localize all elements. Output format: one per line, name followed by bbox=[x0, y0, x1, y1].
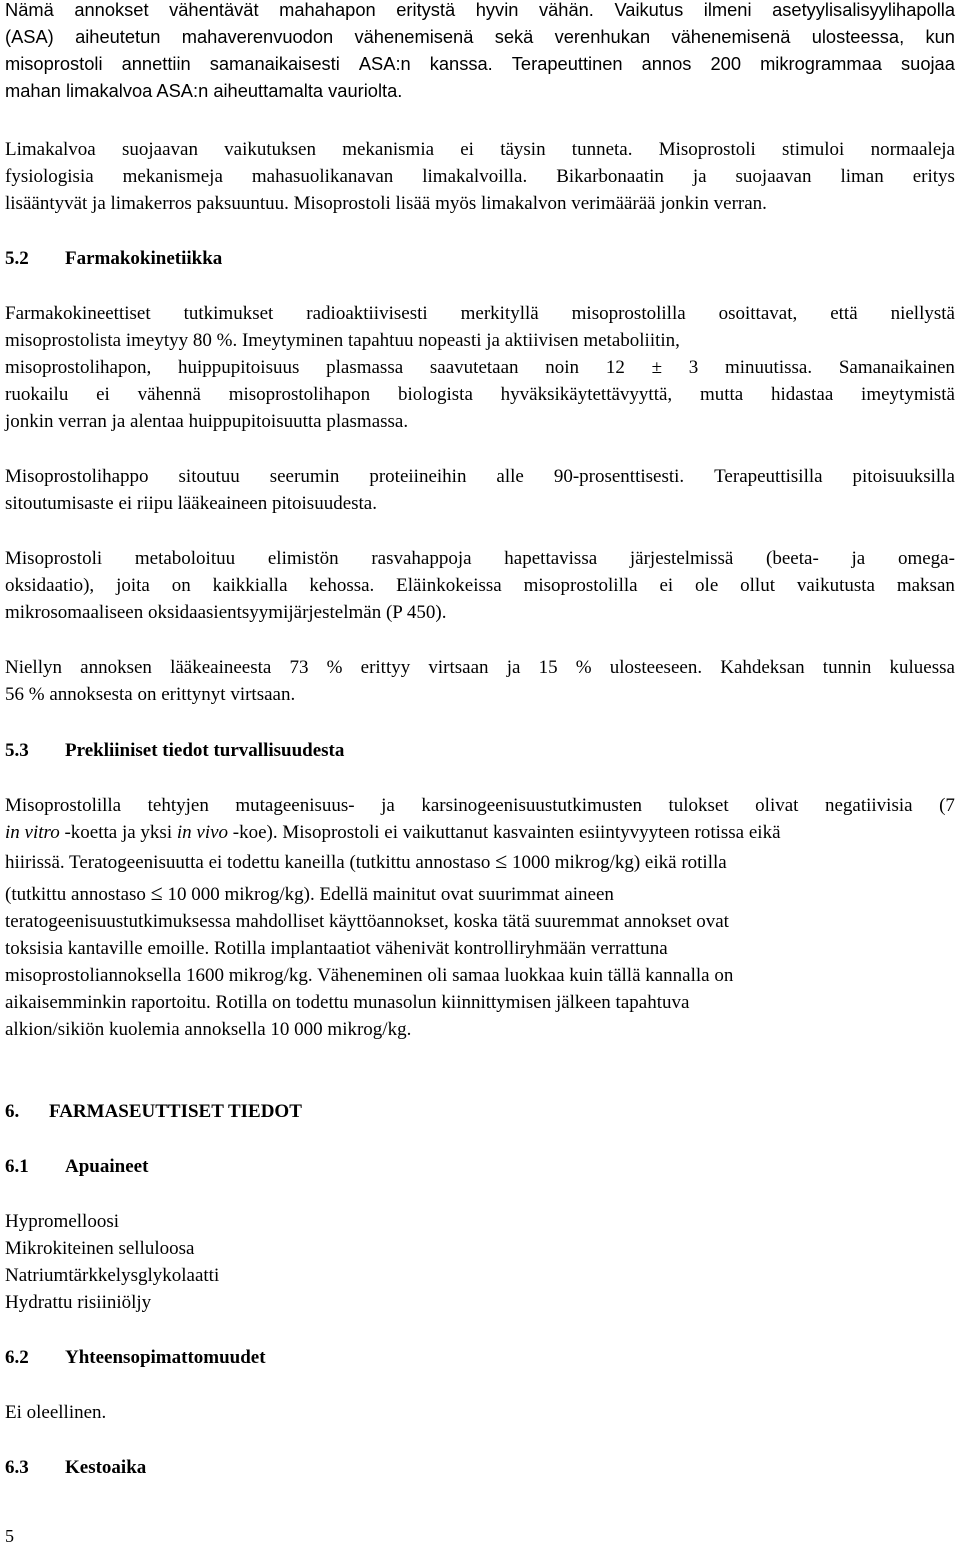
intro-line-2 bbox=[5, 23, 955, 50]
word: fysiologisia bbox=[5, 166, 94, 187]
word: joita bbox=[116, 575, 150, 596]
word: ei bbox=[96, 384, 110, 405]
pk-p4-line-2: 56 % annoksesta on erittynyt virtsaan. bbox=[5, 684, 296, 705]
word: rasvahappoja bbox=[371, 548, 472, 569]
word: mikrogrammaa bbox=[760, 53, 882, 74]
word: sekä bbox=[494, 26, 534, 47]
text-span: 1000 mikrog/kg) eikä rotilla bbox=[507, 852, 727, 873]
word: ulosteessa, bbox=[811, 26, 905, 47]
word: misoprostolihapon, bbox=[5, 357, 152, 378]
word: Bikarbonaatin bbox=[556, 166, 664, 187]
pk-p3-line-1 bbox=[5, 545, 955, 572]
word: ja bbox=[381, 795, 395, 816]
word: ole bbox=[695, 575, 719, 596]
preclinical-line-8: aikaisemminkin raportoitu. Rotilla on todettu munasolun kiinnittymisen jälkeen tapahtuva bbox=[5, 992, 690, 1013]
word: mahaverenvuodon bbox=[181, 26, 334, 47]
word: Eläinkokeissa bbox=[396, 575, 502, 596]
word: kuluessa bbox=[889, 657, 955, 678]
word: annettiin bbox=[121, 53, 191, 74]
intro-line-3 bbox=[5, 50, 955, 77]
word: aiheutetun bbox=[75, 26, 161, 47]
pk-p4-line-1 bbox=[5, 654, 955, 681]
word: annos bbox=[641, 53, 692, 74]
pk-p2-line-1 bbox=[5, 463, 955, 490]
word: osoittavat, bbox=[718, 303, 798, 324]
word: proteiineihin bbox=[369, 466, 467, 487]
word: ollut bbox=[740, 575, 775, 596]
word: mekanismeja bbox=[122, 166, 223, 187]
section-title: Yhteensopimattomuudet bbox=[65, 1347, 266, 1368]
section-title: Farmakokinetiikka bbox=[65, 248, 223, 269]
word: alle bbox=[496, 466, 524, 487]
word: normaaleja bbox=[870, 139, 955, 160]
section-number: 6. bbox=[5, 1101, 20, 1122]
word: pitoisuuksilla bbox=[852, 466, 955, 487]
word: karsinogeenisuustutkimusten bbox=[421, 795, 642, 816]
word: on bbox=[171, 575, 191, 596]
word: Misoprostoli bbox=[5, 548, 103, 569]
preclinical-line-4 bbox=[5, 881, 614, 908]
word: vähentävät bbox=[169, 0, 259, 20]
section-heading-5-3 bbox=[5, 737, 344, 764]
preclinical-line-3 bbox=[5, 849, 727, 876]
word: 12 bbox=[605, 357, 625, 378]
section-number: 6.2 bbox=[5, 1347, 29, 1368]
word: eritys bbox=[912, 166, 955, 187]
intro-line-1 bbox=[5, 0, 955, 23]
word: ei bbox=[460, 139, 474, 160]
word: vaikutuksen bbox=[224, 139, 316, 160]
word: niellystä bbox=[890, 303, 955, 324]
word: ja bbox=[851, 548, 866, 569]
word: annoksen bbox=[80, 657, 152, 678]
section-title: Prekliiniset tiedot turvallisuudesta bbox=[65, 740, 345, 761]
word: verenhukan bbox=[554, 26, 651, 47]
pk-p3-line-3: mikrosomaaliseen oksidaasientsyymijärjestelmän (P 450). bbox=[5, 602, 447, 623]
word: mahasuolikanavan bbox=[251, 166, 394, 187]
word: biologista bbox=[397, 384, 473, 405]
pk-p3-line-2 bbox=[5, 572, 955, 599]
incompatibilities-text: Ei oleellinen. bbox=[5, 1402, 107, 1423]
word: Vaikutus bbox=[614, 0, 684, 20]
word: sitoutuu bbox=[178, 466, 240, 487]
word: 3 bbox=[688, 357, 699, 378]
word: Misoprostoli bbox=[658, 139, 756, 160]
excipient-item: Hydrattu risiiniöljy bbox=[5, 1292, 152, 1313]
word: tehtyjen bbox=[147, 795, 209, 816]
word: seerumin bbox=[269, 466, 340, 487]
word: (beeta- bbox=[766, 548, 819, 569]
word: erittyy bbox=[360, 657, 411, 678]
word: saavutetaan bbox=[429, 357, 519, 378]
word: plasmassa bbox=[326, 357, 404, 378]
excipient-item: Mikrokiteinen selluloosa bbox=[5, 1238, 195, 1259]
word: limakalvoilla. bbox=[422, 166, 528, 187]
word: Terapeuttisilla bbox=[714, 466, 823, 487]
word: minuutissa. bbox=[725, 357, 813, 378]
word: elimistön bbox=[267, 548, 339, 569]
word: Nämä bbox=[5, 0, 54, 20]
word: mekanismia bbox=[342, 139, 435, 160]
word: että bbox=[830, 303, 858, 324]
section-title: Apuaineet bbox=[65, 1156, 149, 1177]
word: tulokset bbox=[668, 795, 729, 816]
word: ja bbox=[692, 166, 707, 187]
preclinical-line-6: toksisia kantaville emoille. Rotilla implantaatiot vähenivät kontrolliryhmään verrattuna bbox=[5, 938, 668, 959]
word: 73 bbox=[289, 657, 309, 678]
word: virtsaan bbox=[428, 657, 489, 678]
word: Limakalvoa bbox=[5, 139, 96, 160]
word: ± bbox=[651, 357, 662, 378]
section-number: 5.2 bbox=[5, 248, 29, 269]
word: hapettavissa bbox=[504, 548, 598, 569]
word: ulosteeseen. bbox=[609, 657, 703, 678]
word: noin bbox=[545, 357, 580, 378]
word: vähän. bbox=[539, 0, 594, 20]
word: ASA:n bbox=[358, 53, 411, 74]
section-heading-6-3 bbox=[5, 1454, 146, 1481]
word: Farmakokineettiset bbox=[5, 303, 151, 324]
page-number: 5 bbox=[5, 1526, 14, 1546]
word: vähennä bbox=[137, 384, 201, 405]
word: eritystä bbox=[396, 0, 456, 20]
section-heading-6-2 bbox=[5, 1344, 266, 1371]
word: vähenemisenä bbox=[671, 26, 791, 47]
word: vaikutusta bbox=[796, 575, 875, 596]
word: % bbox=[326, 657, 343, 678]
pk-p2-line-2: sitoutumisaste ei riipu lääkeaineen pitoisuudesta. bbox=[5, 493, 377, 514]
word: 90-prosenttisesti. bbox=[553, 466, 685, 487]
word: suojaavan bbox=[121, 139, 198, 160]
word: tunnin bbox=[822, 657, 872, 678]
text-span: 10 000 mikrog/kg). Edellä mainitut ovat suurimmat aineen bbox=[162, 884, 614, 905]
word: radioaktiivisesti bbox=[306, 303, 428, 324]
word: Misoprostolihappo bbox=[5, 466, 149, 487]
word: samanaikaisesti bbox=[209, 53, 340, 74]
mechanism-line-3: lisääntyvät ja limakerros paksuuntuu. Misoprostoli lisää myös limakalvon verimäärää jonkin verran. bbox=[5, 193, 767, 214]
word: kun bbox=[925, 26, 955, 47]
less-equal-symbol: ≤ bbox=[150, 880, 163, 905]
preclinical-line-5: teratogeenisuustutkimuksessa mahdolliset käyttöannokset, koska tätä suuremmat annokset ovat bbox=[5, 911, 729, 932]
preclinical-line-7: misoprostoliannoksella 1600 mikrog/kg. Väheneminen oli samaa luokkaa kuin tällä kannalla on bbox=[5, 965, 734, 986]
word: liman bbox=[840, 166, 884, 187]
word: misoprostoli bbox=[5, 53, 103, 74]
section-title: FARMASEUTTISET TIEDOT bbox=[49, 1101, 302, 1122]
section-number: 5.3 bbox=[5, 740, 29, 761]
pk-p1-line-5: jonkin verran ja alentaa huippupitoisuutta plasmassa. bbox=[5, 411, 409, 432]
excipient-item: Hypromelloosi bbox=[5, 1211, 119, 1232]
section-heading-6 bbox=[5, 1098, 302, 1125]
word: kehossa. bbox=[309, 575, 375, 596]
word: % bbox=[575, 657, 592, 678]
word: Terapeuttinen bbox=[511, 53, 623, 74]
word: merkityllä bbox=[460, 303, 539, 324]
pk-p1-line-4 bbox=[5, 381, 955, 408]
word: 15 bbox=[538, 657, 558, 678]
less-equal-symbol: ≤ bbox=[495, 848, 508, 873]
word: mutageenisuus- bbox=[235, 795, 355, 816]
word: hyväksikäytettävyyttä, bbox=[500, 384, 673, 405]
word: misoprostolilla bbox=[523, 575, 638, 596]
word: järjestelmissä bbox=[629, 548, 734, 569]
word: asetyylisalisyylihapolla bbox=[772, 0, 955, 20]
word: täysin bbox=[500, 139, 546, 160]
word: suojaavan bbox=[735, 166, 812, 187]
word: misoprostolihapon bbox=[228, 384, 371, 405]
word: stimuloi bbox=[782, 139, 845, 160]
word: hyvin bbox=[475, 0, 519, 20]
word: mahahapon bbox=[279, 0, 376, 20]
pk-p1-line-1 bbox=[5, 300, 955, 327]
word: mutta bbox=[699, 384, 744, 405]
word: ei bbox=[659, 575, 674, 596]
text-span: hiirissä. Teratogeenisuutta ei todettu kaneilla (tutkittu annostaso bbox=[5, 852, 496, 873]
section-heading-5-2 bbox=[5, 245, 222, 272]
text-span: -koe). Misoprostoli ei vaikuttanut kasvainten esiintyvyyteen rotissa eikä bbox=[228, 822, 781, 843]
word: (7 bbox=[939, 795, 955, 816]
excipient-item: Natriumtärkkelysglykolaatti bbox=[5, 1265, 220, 1286]
word: tutkimukset bbox=[183, 303, 274, 324]
word: (ASA) bbox=[5, 26, 54, 47]
section-heading-6-1 bbox=[5, 1153, 148, 1180]
word: ja bbox=[506, 657, 521, 678]
word: imeytymistä bbox=[861, 384, 955, 405]
word: 200 bbox=[710, 53, 742, 74]
pk-p1-line-3 bbox=[5, 354, 955, 381]
word: Samanaikainen bbox=[838, 357, 955, 378]
intro-line-4: mahan limakalvoa ASA:n aiheuttamalta vauriolta. bbox=[5, 80, 403, 101]
word: maksan bbox=[896, 575, 955, 596]
mechanism-line-2 bbox=[5, 163, 955, 190]
word: ruokailu bbox=[5, 384, 69, 405]
word: kaikkialla bbox=[212, 575, 288, 596]
text-span: -koetta ja yksi bbox=[59, 822, 177, 843]
mechanism-line-1 bbox=[5, 136, 955, 163]
word: kanssa. bbox=[429, 53, 493, 74]
section-number: 6.3 bbox=[5, 1457, 29, 1478]
text-span: (tutkittu annostaso bbox=[5, 884, 151, 905]
word: tunneta. bbox=[571, 139, 633, 160]
italic-in-vivo: in vivo bbox=[176, 822, 229, 843]
section-number: 6.1 bbox=[5, 1156, 29, 1177]
preclinical-line-2 bbox=[5, 819, 781, 846]
word: Niellyn bbox=[5, 657, 62, 678]
word: olivat bbox=[755, 795, 799, 816]
word: Misoprostolilla bbox=[5, 795, 122, 816]
italic-in-vitro: in vitro bbox=[5, 822, 60, 843]
preclinical-line-9: alkion/sikiön kuolemia annoksella 10 000 mikrog/kg. bbox=[5, 1019, 412, 1040]
word: misoprostolilla bbox=[571, 303, 686, 324]
section-title: Kestoaika bbox=[65, 1457, 147, 1478]
word: Kahdeksan bbox=[720, 657, 805, 678]
word: annokset bbox=[74, 0, 149, 20]
word: huippupitoisuus bbox=[177, 357, 300, 378]
word: vähenemisenä bbox=[354, 26, 474, 47]
word: suojaa bbox=[901, 53, 955, 74]
word: omega- bbox=[897, 548, 955, 569]
preclinical-line-1 bbox=[5, 792, 955, 819]
word: negatiivisia bbox=[824, 795, 913, 816]
word: metaboloituu bbox=[134, 548, 236, 569]
word: oksidaatio), bbox=[5, 575, 95, 596]
word: lääkeaineesta bbox=[170, 657, 272, 678]
word: hidastaa bbox=[771, 384, 834, 405]
pk-p1-line-2: misoprostolista imeytyy 80 %. Imeytyminen tapahtuu nopeasti ja aktiivisen metaboliitin, bbox=[5, 330, 680, 351]
word: ilmeni bbox=[703, 0, 752, 20]
